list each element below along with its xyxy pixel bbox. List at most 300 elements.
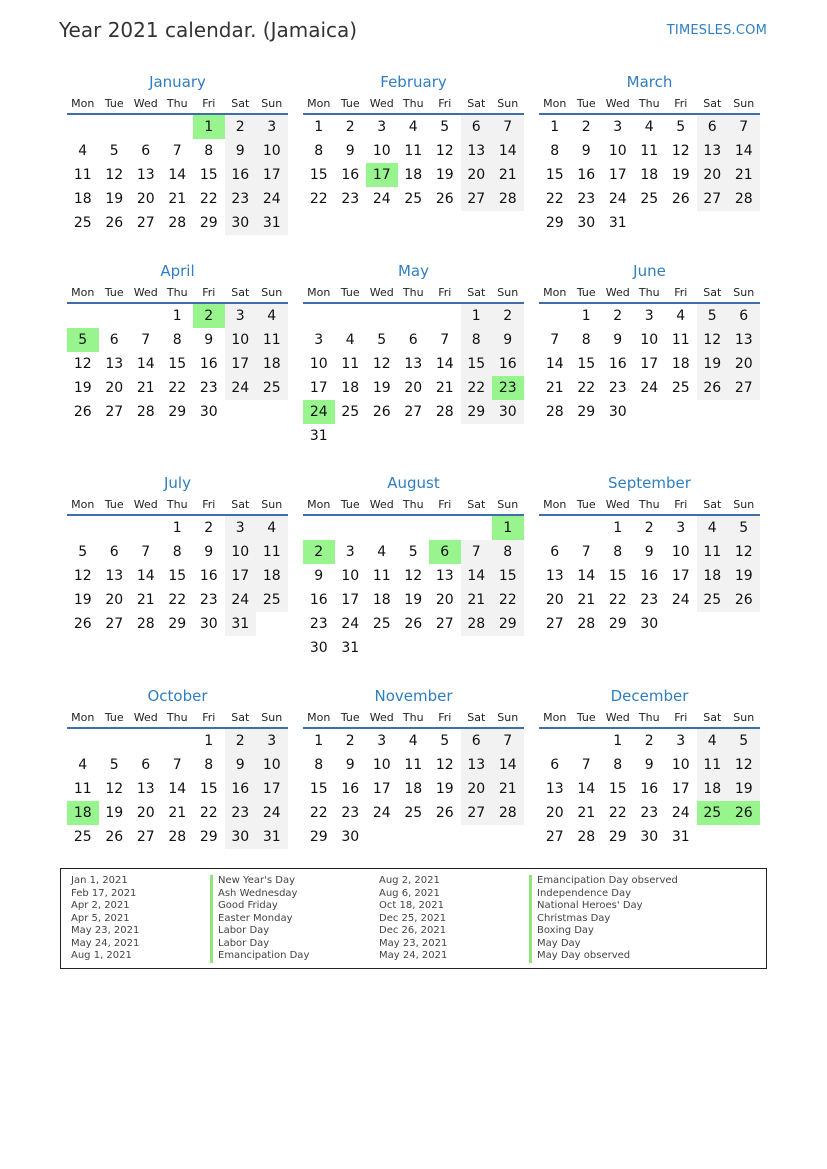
day-cell[interactable]: 6: [728, 304, 760, 328]
day-cell[interactable]: 27: [404, 404, 423, 420]
day-cell[interactable]: 20: [105, 592, 124, 608]
day-cell[interactable]: 17: [608, 167, 627, 183]
day-cell[interactable]: 7: [141, 544, 151, 560]
day-cell[interactable]: 26: [73, 404, 92, 420]
day-cell[interactable]: 30: [225, 825, 257, 849]
day-cell[interactable]: 1: [204, 733, 214, 749]
day-cell[interactable]: 22: [545, 191, 564, 207]
day-cell[interactable]: 11: [671, 332, 690, 348]
day-cell[interactable]: 7: [141, 332, 151, 348]
day-cell[interactable]: 9: [345, 757, 355, 773]
day-cell[interactable]: 8: [204, 143, 214, 159]
day-cell[interactable]: 19: [728, 777, 760, 801]
day-cell[interactable]: 18: [404, 167, 423, 183]
day-cell[interactable]: 7: [461, 540, 493, 564]
day-cell[interactable]: 11: [73, 781, 92, 797]
day-cell[interactable]: 3: [377, 119, 387, 135]
day-cell[interactable]: 3: [345, 544, 355, 560]
day-cell[interactable]: 10: [256, 753, 288, 777]
day-cell[interactable]: 17: [256, 163, 288, 187]
day-cell[interactable]: 3: [225, 304, 257, 328]
day-cell[interactable]: 18: [697, 777, 729, 801]
day-cell[interactable]: 24: [372, 191, 391, 207]
day-cell[interactable]: 28: [136, 616, 155, 632]
day-cell[interactable]: 25: [372, 616, 391, 632]
day-cell[interactable]: 28: [168, 215, 187, 231]
day-cell[interactable]: 3: [256, 115, 288, 139]
day-cell[interactable]: 29: [608, 616, 627, 632]
day-cell[interactable]: 4: [408, 733, 418, 749]
day-cell[interactable]: 16: [225, 777, 257, 801]
day-cell[interactable]: 12: [435, 143, 454, 159]
day-cell[interactable]: 18: [256, 352, 288, 376]
day-cell[interactable]: 27: [545, 829, 564, 845]
day-cell[interactable]: 13: [697, 139, 729, 163]
day-cell[interactable]: 9: [644, 544, 654, 560]
day-cell[interactable]: 26: [404, 616, 423, 632]
day-cell[interactable]: 15: [492, 564, 524, 588]
day-cell[interactable]: 1: [314, 119, 324, 135]
day-cell[interactable]: 12: [73, 356, 92, 372]
day-cell[interactable]: 21: [492, 163, 524, 187]
day-cell[interactable]: 16: [199, 568, 218, 584]
day-cell[interactable]: 15: [309, 781, 328, 797]
day-cell[interactable]: 27: [105, 404, 124, 420]
day-cell[interactable]: 24: [671, 592, 690, 608]
day-cell[interactable]: 9: [644, 757, 654, 773]
day-cell[interactable]: 18: [256, 564, 288, 588]
day-cell[interactable]: 19: [105, 805, 124, 821]
day-cell[interactable]: 31: [341, 640, 360, 656]
day-cell[interactable]: 7: [581, 757, 591, 773]
day-cell[interactable]: 11: [404, 757, 423, 773]
day-cell[interactable]: 23: [225, 801, 257, 825]
day-cell[interactable]: 5: [697, 304, 729, 328]
day-cell[interactable]: 29: [199, 215, 218, 231]
day-cell[interactable]: 23: [640, 592, 659, 608]
day-cell[interactable]: 12: [435, 757, 454, 773]
day-cell[interactable]: 23: [199, 592, 218, 608]
holiday-day-cell[interactable]: 1: [193, 115, 225, 139]
day-cell[interactable]: 9: [345, 143, 355, 159]
day-cell[interactable]: 8: [492, 540, 524, 564]
day-cell[interactable]: 8: [550, 143, 560, 159]
day-cell[interactable]: 10: [640, 332, 659, 348]
day-cell[interactable]: 10: [341, 568, 360, 584]
day-cell[interactable]: 8: [172, 332, 182, 348]
day-cell[interactable]: 20: [404, 380, 423, 396]
day-cell[interactable]: 25: [256, 376, 288, 400]
day-cell[interactable]: 20: [435, 592, 454, 608]
day-cell[interactable]: 27: [105, 616, 124, 632]
day-cell[interactable]: 2: [492, 304, 524, 328]
day-cell[interactable]: 27: [136, 829, 155, 845]
day-cell[interactable]: 6: [697, 115, 729, 139]
day-cell[interactable]: 27: [435, 616, 454, 632]
day-cell[interactable]: 24: [372, 805, 391, 821]
day-cell[interactable]: 21: [577, 592, 596, 608]
day-cell[interactable]: 27: [136, 215, 155, 231]
day-cell[interactable]: 14: [461, 564, 493, 588]
day-cell[interactable]: 5: [676, 119, 686, 135]
day-cell[interactable]: 31: [608, 215, 627, 231]
day-cell[interactable]: 28: [728, 187, 760, 211]
day-cell[interactable]: 10: [671, 544, 690, 560]
day-cell[interactable]: 4: [697, 729, 729, 753]
day-cell[interactable]: 15: [168, 568, 187, 584]
day-cell[interactable]: 26: [372, 404, 391, 420]
day-cell[interactable]: 15: [608, 568, 627, 584]
holiday-day-cell[interactable]: 17: [366, 163, 398, 187]
day-cell[interactable]: 14: [136, 568, 155, 584]
day-cell[interactable]: 15: [545, 167, 564, 183]
day-cell[interactable]: 13: [404, 356, 423, 372]
day-cell[interactable]: 5: [440, 119, 450, 135]
day-cell[interactable]: 24: [671, 805, 690, 821]
day-cell[interactable]: 3: [644, 308, 654, 324]
day-cell[interactable]: 20: [105, 380, 124, 396]
day-cell[interactable]: 28: [492, 187, 524, 211]
holiday-day-cell[interactable]: 26: [728, 801, 760, 825]
day-cell[interactable]: 9: [314, 568, 324, 584]
day-cell[interactable]: 15: [461, 352, 493, 376]
day-cell[interactable]: 29: [577, 404, 596, 420]
day-cell[interactable]: 30: [199, 404, 218, 420]
day-cell[interactable]: 19: [671, 167, 690, 183]
day-cell[interactable]: 6: [141, 143, 151, 159]
day-cell[interactable]: 8: [314, 143, 324, 159]
day-cell[interactable]: 23: [341, 191, 360, 207]
day-cell[interactable]: 10: [372, 143, 391, 159]
day-cell[interactable]: 26: [435, 191, 454, 207]
day-cell[interactable]: 13: [136, 781, 155, 797]
day-cell[interactable]: 13: [545, 568, 564, 584]
day-cell[interactable]: 2: [204, 520, 214, 536]
day-cell[interactable]: 16: [225, 163, 257, 187]
day-cell[interactable]: 31: [671, 829, 690, 845]
day-cell[interactable]: 21: [577, 805, 596, 821]
day-cell[interactable]: 11: [73, 167, 92, 183]
day-cell[interactable]: 14: [492, 753, 524, 777]
day-cell[interactable]: 10: [309, 356, 328, 372]
day-cell[interactable]: 30: [640, 616, 659, 632]
day-cell[interactable]: 3: [613, 119, 623, 135]
day-cell[interactable]: 10: [256, 139, 288, 163]
holiday-day-cell[interactable]: 1: [492, 516, 524, 540]
day-cell[interactable]: 11: [697, 540, 729, 564]
day-cell[interactable]: 25: [697, 588, 729, 612]
day-cell[interactable]: 30: [225, 211, 257, 235]
day-cell[interactable]: 20: [461, 777, 493, 801]
day-cell[interactable]: 27: [697, 187, 729, 211]
day-cell[interactable]: 22: [168, 380, 187, 396]
day-cell[interactable]: 24: [640, 380, 659, 396]
day-cell[interactable]: 8: [613, 757, 623, 773]
day-cell[interactable]: 5: [109, 143, 119, 159]
day-cell[interactable]: 3: [225, 516, 257, 540]
day-cell[interactable]: 17: [372, 781, 391, 797]
day-cell[interactable]: 2: [644, 520, 654, 536]
day-cell[interactable]: 21: [435, 380, 454, 396]
day-cell[interactable]: 19: [372, 380, 391, 396]
day-cell[interactable]: 12: [697, 328, 729, 352]
day-cell[interactable]: 2: [345, 733, 355, 749]
holiday-day-cell[interactable]: 24: [303, 400, 335, 424]
day-cell[interactable]: 14: [492, 139, 524, 163]
day-cell[interactable]: 16: [199, 356, 218, 372]
day-cell[interactable]: 14: [168, 167, 187, 183]
day-cell[interactable]: 25: [256, 588, 288, 612]
day-cell[interactable]: 19: [73, 592, 92, 608]
day-cell[interactable]: 19: [404, 592, 423, 608]
day-cell[interactable]: 21: [545, 380, 564, 396]
day-cell[interactable]: 12: [404, 568, 423, 584]
day-cell[interactable]: 11: [404, 143, 423, 159]
day-cell[interactable]: 18: [697, 564, 729, 588]
day-cell[interactable]: 19: [697, 352, 729, 376]
day-cell[interactable]: 18: [341, 380, 360, 396]
day-cell[interactable]: 6: [408, 332, 418, 348]
day-cell[interactable]: 21: [136, 592, 155, 608]
day-cell[interactable]: 5: [440, 733, 450, 749]
day-cell[interactable]: 10: [225, 540, 257, 564]
day-cell[interactable]: 11: [697, 753, 729, 777]
day-cell[interactable]: 15: [309, 167, 328, 183]
day-cell[interactable]: 30: [640, 829, 659, 845]
day-cell[interactable]: 31: [256, 825, 288, 849]
day-cell[interactable]: 1: [461, 304, 493, 328]
day-cell[interactable]: 22: [199, 191, 218, 207]
day-cell[interactable]: 17: [309, 380, 328, 396]
day-cell[interactable]: 21: [136, 380, 155, 396]
day-cell[interactable]: 4: [345, 332, 355, 348]
day-cell[interactable]: 27: [461, 801, 493, 825]
day-cell[interactable]: 4: [78, 143, 88, 159]
day-cell[interactable]: 18: [640, 167, 659, 183]
day-cell[interactable]: 19: [728, 564, 760, 588]
day-cell[interactable]: 3: [676, 733, 686, 749]
day-cell[interactable]: 4: [377, 544, 387, 560]
day-cell[interactable]: 25: [640, 191, 659, 207]
day-cell[interactable]: 16: [577, 167, 596, 183]
day-cell[interactable]: 28: [545, 404, 564, 420]
day-cell[interactable]: 9: [613, 332, 623, 348]
day-cell[interactable]: 16: [492, 352, 524, 376]
day-cell[interactable]: 8: [172, 544, 182, 560]
day-cell[interactable]: 13: [435, 568, 454, 584]
holiday-day-cell[interactable]: 25: [697, 801, 729, 825]
day-cell[interactable]: 18: [372, 592, 391, 608]
day-cell[interactable]: 31: [256, 211, 288, 235]
day-cell[interactable]: 29: [168, 616, 187, 632]
day-cell[interactable]: 3: [314, 332, 324, 348]
day-cell[interactable]: 11: [341, 356, 360, 372]
day-cell[interactable]: 7: [172, 143, 182, 159]
day-cell[interactable]: 3: [256, 729, 288, 753]
day-cell[interactable]: 17: [671, 568, 690, 584]
day-cell[interactable]: 7: [550, 332, 560, 348]
day-cell[interactable]: 8: [314, 757, 324, 773]
day-cell[interactable]: 16: [309, 592, 328, 608]
day-cell[interactable]: 14: [435, 356, 454, 372]
day-cell[interactable]: 14: [136, 356, 155, 372]
day-cell[interactable]: 15: [168, 356, 187, 372]
day-cell[interactable]: 3: [377, 733, 387, 749]
day-cell[interactable]: 26: [73, 616, 92, 632]
day-cell[interactable]: 30: [492, 400, 524, 424]
day-cell[interactable]: 7: [172, 757, 182, 773]
day-cell[interactable]: 2: [581, 119, 591, 135]
day-cell[interactable]: 7: [581, 544, 591, 560]
day-cell[interactable]: 18: [404, 781, 423, 797]
day-cell[interactable]: 28: [136, 404, 155, 420]
day-cell[interactable]: 21: [168, 191, 187, 207]
day-cell[interactable]: 22: [608, 805, 627, 821]
day-cell[interactable]: 6: [550, 757, 560, 773]
day-cell[interactable]: 13: [461, 753, 493, 777]
day-cell[interactable]: 1: [172, 308, 182, 324]
day-cell[interactable]: 21: [461, 588, 493, 612]
day-cell[interactable]: 1: [172, 520, 182, 536]
day-cell[interactable]: 12: [728, 540, 760, 564]
day-cell[interactable]: 28: [461, 612, 493, 636]
day-cell[interactable]: 26: [435, 805, 454, 821]
day-cell[interactable]: 12: [105, 781, 124, 797]
day-cell[interactable]: 24: [341, 616, 360, 632]
day-cell[interactable]: 20: [728, 352, 760, 376]
day-cell[interactable]: 22: [492, 588, 524, 612]
day-cell[interactable]: 26: [697, 376, 729, 400]
day-cell[interactable]: 23: [309, 616, 328, 632]
day-cell[interactable]: 22: [168, 592, 187, 608]
day-cell[interactable]: 2: [225, 729, 257, 753]
day-cell[interactable]: 6: [141, 757, 151, 773]
day-cell[interactable]: 25: [671, 380, 690, 396]
day-cell[interactable]: 24: [256, 187, 288, 211]
day-cell[interactable]: 5: [377, 332, 387, 348]
day-cell[interactable]: 13: [545, 781, 564, 797]
day-cell[interactable]: 8: [204, 757, 214, 773]
day-cell[interactable]: 1: [613, 520, 623, 536]
day-cell[interactable]: 28: [577, 829, 596, 845]
day-cell[interactable]: 9: [225, 139, 257, 163]
day-cell[interactable]: 30: [577, 215, 596, 231]
day-cell[interactable]: 20: [461, 163, 493, 187]
day-cell[interactable]: 28: [435, 404, 454, 420]
day-cell[interactable]: 2: [644, 733, 654, 749]
day-cell[interactable]: 13: [461, 139, 493, 163]
day-cell[interactable]: 14: [728, 139, 760, 163]
day-cell[interactable]: 4: [408, 119, 418, 135]
day-cell[interactable]: 2: [613, 308, 623, 324]
day-cell[interactable]: 27: [545, 616, 564, 632]
day-cell[interactable]: 5: [78, 544, 88, 560]
day-cell[interactable]: 12: [73, 568, 92, 584]
day-cell[interactable]: 1: [613, 733, 623, 749]
day-cell[interactable]: 9: [581, 143, 591, 159]
day-cell[interactable]: 19: [435, 781, 454, 797]
day-cell[interactable]: 18: [671, 356, 690, 372]
day-cell[interactable]: 10: [671, 757, 690, 773]
day-cell[interactable]: 1: [581, 308, 591, 324]
day-cell[interactable]: 29: [545, 215, 564, 231]
day-cell[interactable]: 20: [136, 191, 155, 207]
day-cell[interactable]: 10: [225, 328, 257, 352]
day-cell[interactable]: 2: [345, 119, 355, 135]
day-cell[interactable]: 28: [492, 801, 524, 825]
day-cell[interactable]: 6: [109, 544, 119, 560]
day-cell[interactable]: 9: [204, 332, 214, 348]
day-cell[interactable]: 29: [168, 404, 187, 420]
day-cell[interactable]: 27: [461, 187, 493, 211]
day-cell[interactable]: 2: [225, 115, 257, 139]
day-cell[interactable]: 4: [256, 516, 288, 540]
day-cell[interactable]: 25: [404, 191, 423, 207]
day-cell[interactable]: 6: [461, 729, 493, 753]
day-cell[interactable]: 17: [225, 564, 257, 588]
day-cell[interactable]: 20: [545, 592, 564, 608]
day-cell[interactable]: 15: [199, 167, 218, 183]
day-cell[interactable]: 5: [728, 516, 760, 540]
day-cell[interactable]: 15: [608, 781, 627, 797]
day-cell[interactable]: 4: [644, 119, 654, 135]
day-cell[interactable]: 19: [435, 167, 454, 183]
day-cell[interactable]: 13: [105, 568, 124, 584]
day-cell[interactable]: 23: [608, 380, 627, 396]
day-cell[interactable]: 20: [697, 163, 729, 187]
day-cell[interactable]: 13: [728, 328, 760, 352]
day-cell[interactable]: 22: [577, 380, 596, 396]
holiday-day-cell[interactable]: 5: [67, 328, 99, 352]
day-cell[interactable]: 17: [256, 777, 288, 801]
day-cell[interactable]: 6: [461, 115, 493, 139]
day-cell[interactable]: 11: [256, 328, 288, 352]
day-cell[interactable]: 29: [492, 612, 524, 636]
day-cell[interactable]: 13: [136, 167, 155, 183]
brand-link[interactable]: TIMESLES.COM: [666, 23, 767, 38]
day-cell[interactable]: 22: [309, 805, 328, 821]
day-cell[interactable]: 26: [671, 191, 690, 207]
day-cell[interactable]: 24: [225, 376, 257, 400]
day-cell[interactable]: 10: [372, 757, 391, 773]
day-cell[interactable]: 7: [492, 729, 524, 753]
day-cell[interactable]: 25: [73, 829, 92, 845]
day-cell[interactable]: 16: [341, 167, 360, 183]
day-cell[interactable]: 26: [105, 215, 124, 231]
day-cell[interactable]: 16: [640, 568, 659, 584]
day-cell[interactable]: 10: [608, 143, 627, 159]
day-cell[interactable]: 9: [204, 544, 214, 560]
day-cell[interactable]: 16: [640, 781, 659, 797]
day-cell[interactable]: 20: [545, 805, 564, 821]
day-cell[interactable]: 9: [225, 753, 257, 777]
day-cell[interactable]: 8: [613, 544, 623, 560]
day-cell[interactable]: 23: [640, 805, 659, 821]
day-cell[interactable]: 24: [256, 801, 288, 825]
holiday-day-cell[interactable]: 23: [492, 376, 524, 400]
day-cell[interactable]: 22: [309, 191, 328, 207]
day-cell[interactable]: 19: [73, 380, 92, 396]
day-cell[interactable]: 29: [199, 829, 218, 845]
day-cell[interactable]: 17: [640, 356, 659, 372]
day-cell[interactable]: 7: [440, 332, 450, 348]
day-cell[interactable]: 4: [256, 304, 288, 328]
day-cell[interactable]: 27: [728, 376, 760, 400]
day-cell[interactable]: 23: [199, 380, 218, 396]
day-cell[interactable]: 30: [199, 616, 218, 632]
holiday-day-cell[interactable]: 6: [429, 540, 461, 564]
day-cell[interactable]: 24: [225, 588, 257, 612]
